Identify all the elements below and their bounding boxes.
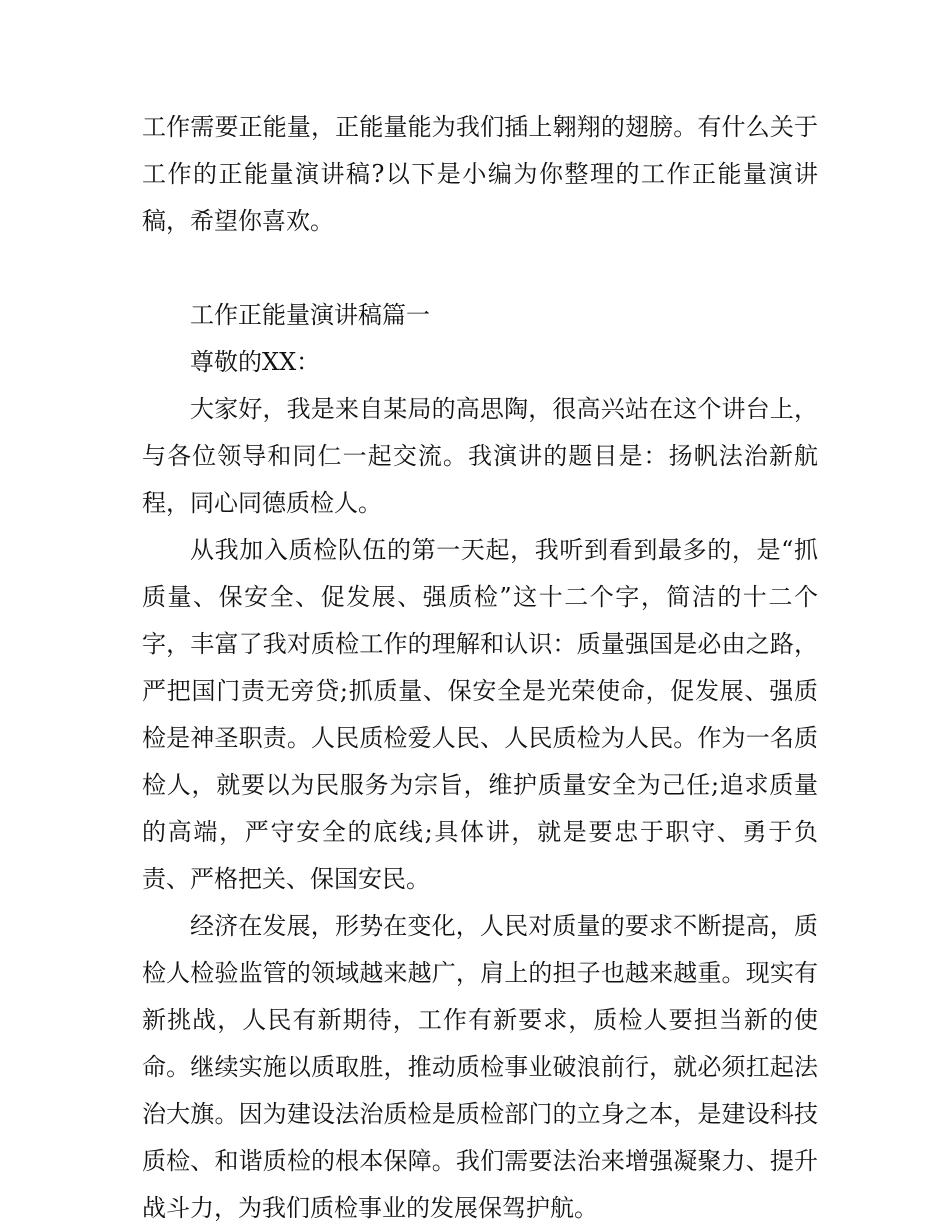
- section-title: 工作正能量演讲稿篇一: [190, 301, 430, 329]
- body-paragraph-3: 经济在发展，形势在变化，人民对质量的要求不断提高，质检人检验监管的领域越来越广，肩上的担子也越来越重。现实有新挑战，人民有新期待，工作有新要求，质检人要担当新的使命。继续实施以质取胜，推动质检事业破浪前行，就必须扛起法治大旗。因为建设法治质检是质检部门的立身之本，是建设科技质检、和谐质检的根本保障。我们需要法治来增强凝聚力、提升战斗力，为我们质检事业的发展保驾护航。: [142, 912, 818, 1222]
- salutation: 尊敬的XX：: [190, 348, 321, 376]
- body-paragraph-1: 大家好，我是来自某局的高思陶，很高兴站在这个讲台上，与各位领导和同仁一起交流。我演讲的题目是：扬帆法治新航程，同心同德质检人。: [142, 395, 818, 517]
- document-body: [142, 104, 818, 1232]
- body-paragraph-2: 从我加入质检队伍的第一天起，我听到看到最多的，是“抓质量、保安全、促发展、强质检”这十二个字，简洁的十二个字，丰富了我对质检工作的理解和认识：质量强国是必由之路，严把国门责无旁贷;抓质量、保安全是光荣使命，促发展、强质检是神圣职责。人民质检爱人民、人民质检为人民。作为一名质检人，就要以为民服务为宗旨，维护质量安全为己任;追求质量的高端，严守安全的底线;具体讲，就是要忠于职守、勇于负责、严格把关、保国安民。: [142, 536, 818, 893]
- intro-paragraph: 工作需要正能量，正能量能为我们插上翱翔的翅膀。有什么关于工作的正能量演讲稿?以下是小编为你整理的工作正能量演讲稿，希望你喜欢。: [142, 113, 818, 235]
